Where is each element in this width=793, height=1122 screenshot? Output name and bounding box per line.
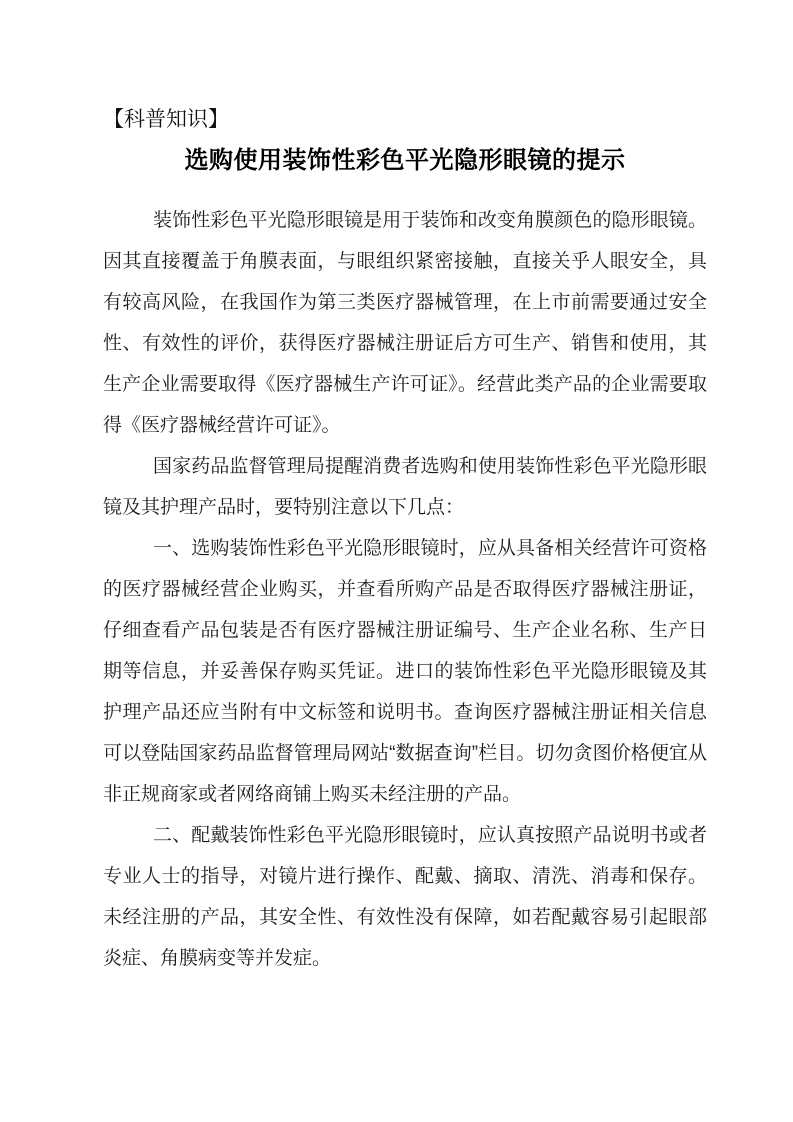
- document-content: [103, 104, 707, 979]
- body-paragraph: 装饰性彩色平光隐形眼镜是用于装饰和改变角膜颜色的隐形眼镜。因其直接覆盖于角膜表面，与眼组织紧密接触，直接关乎人眼安全，具有较高风险，在我国作为第三类医疗器械管理，在上市前需要通过安全性、有效性的评价，获得医疗器械注册证后方可生产、销售和使用，其生产企业需要取得《医疗器械生产许可证》。经营此类产品的企业需要取得《医疗器械经营许可证》。: [103, 210, 707, 436]
- document-title: 选购使用装饰性彩色平光隐形眼镜的提示: [184, 147, 626, 174]
- body-paragraph: 国家药品监督管理局提醒消费者选购和使用装饰性彩色平光隐形眼镜及其护理产品时，要特别注意以下几点：: [103, 456, 707, 518]
- document-body: [103, 200, 707, 979]
- body-paragraph: 二、配戴装饰性彩色平光隐形眼镜时，应认真按照产品说明书或者专业人士的指导，对镜片进行操作、配戴、摘取、清洗、消毒和保存。未经注册的产品，其安全性、有效性没有保障，如若配戴容易引起眼部炎症、角膜病变等并发症。: [103, 825, 707, 969]
- category-label: 【科普知识】: [103, 107, 229, 131]
- body-paragraph: 一、选购装饰性彩色平光隐形眼镜时，应从具备相关经营许可资格的医疗器械经营企业购买，并查看所购产品是否取得医疗器械注册证，仔细查看产品包装是否有医疗器械注册证编号、生产企业名称、生产日期等信息，并妥善保存购买凭证。进口的装饰性彩色平光隐形眼镜及其护理产品还应当附有中文标签和说明书。查询医疗器械注册证相关信息可以登陆国家药品监督管理局网站“数据查询”栏目。切勿贪图价格便宜从非正规商家或者网络商铺上购买未经注册的产品。: [103, 538, 707, 805]
